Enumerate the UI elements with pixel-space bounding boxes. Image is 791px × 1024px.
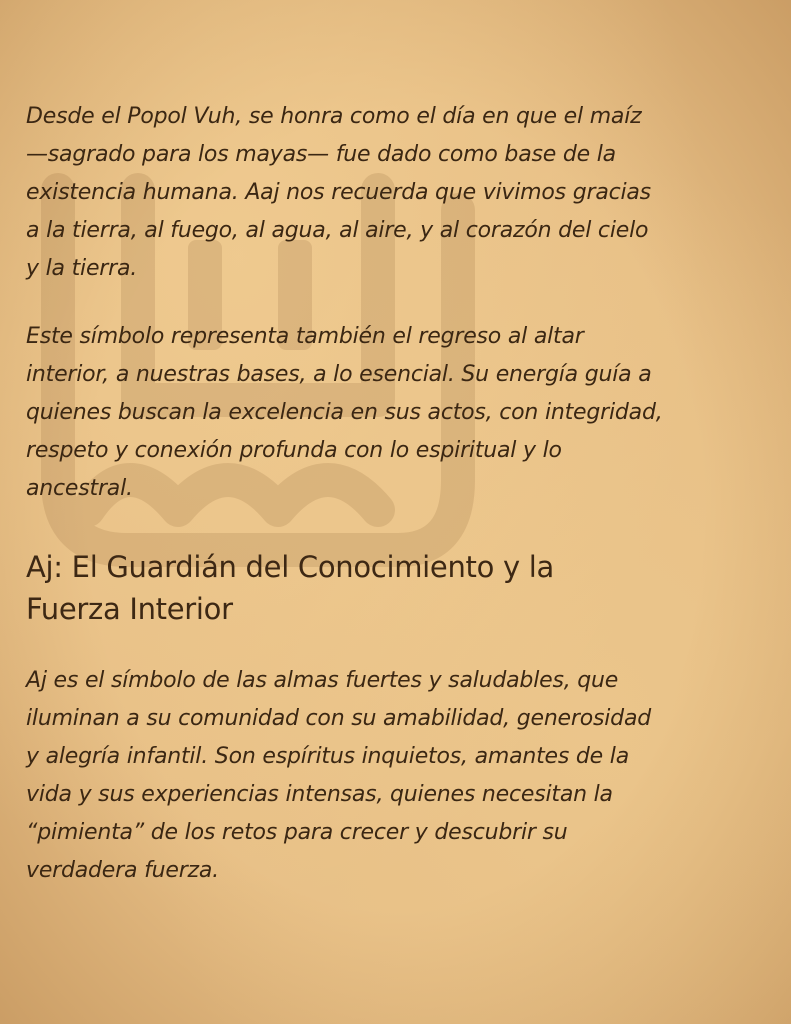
paragraph-line: Aj es el símbolo de las almas fuertes y saludables, que [26,668,619,693]
paragraph-line: quienes buscan la excelencia en sus actos, con integridad, [26,400,663,425]
paragraph-line: verdadera fuerza. [26,858,219,883]
paragraph-line: “pimienta” de los retos para crecer y descubrir su [26,820,568,845]
paragraph-line: a la tierra, al fuego, al agua, al aire, y al corazón del cielo [26,218,649,243]
paragraph-line: respeto y conexión profunda con lo espiritual y lo [26,438,562,463]
paragraph-line: Este símbolo representa también el regreso al altar [26,324,584,349]
paragraph-line: y la tierra. [26,256,138,281]
symbol-paragraph [26,318,788,508]
paragraph-line: interior, a nuestras bases, a lo esencial. Su energía guía a [26,362,652,387]
heading-line: Aj: El Guardián del Conocimiento y la [26,550,554,584]
aj-description-paragraph [26,662,788,890]
intro-paragraph [26,98,788,288]
section-heading [26,546,788,630]
paragraph-line: Desde el Popol Vuh, se honra como el día en que el maíz [26,104,642,129]
paragraph-line: y alegría infantil. Son espíritus inquietos, amantes de la [26,744,630,769]
paragraph-line: existencia humana. Aaj nos recuerda que vivimos gracias [26,180,651,205]
paragraph-line: iluminan a su comunidad con su amabilidad, generosidad [26,706,651,731]
paragraph-line: —sagrado para los mayas— fue dado como base de la [26,142,616,167]
heading-line: Fuerza Interior [26,592,233,626]
paragraph-line: vida y sus experiencias intensas, quienes necesitan la [26,782,613,807]
text-column [26,98,788,890]
paragraph-line: ancestral. [26,476,133,501]
